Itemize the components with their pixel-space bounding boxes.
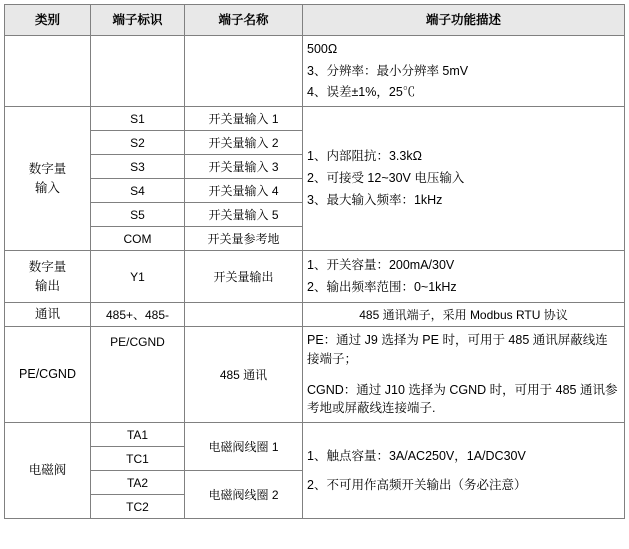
cell-terminal-name: 电磁阀线圈 2 [185,471,303,519]
table-row [5,423,625,447]
cell-category-solenoid: 电磁阀 [5,423,91,519]
cell-category-empty [5,36,91,107]
cell-terminal-id: TA1 [91,423,185,447]
desc-line: 3、最大输入频率：1kHz [307,192,443,207]
desc-line: 4、误差±1%，25℃ [307,85,416,100]
cell-terminal-name: 开关量参考地 [185,227,303,251]
cell-terminal-id: TC2 [91,495,185,519]
cell-terminal-name: 开关量输入 1 [185,107,303,131]
cell-terminal-name: 电磁阀线圈 1 [185,423,303,471]
category-line-2: 输出 [34,278,60,293]
cell-terminal-id: TC1 [91,447,185,471]
cell-terminal-id: Y1 [91,251,185,303]
cell-category-communication: 通讯 [5,303,91,327]
cell-description-communication: 485 通讯端子，采用 Modbus RTU 协议 [303,303,625,327]
cell-terminal-name-empty [185,303,303,327]
desc-line: 2、输出频率范围：0~1kHz [307,280,457,294]
cell-category-digital-input [5,107,91,251]
header-terminal-name: 端子名称 [185,5,303,36]
spec-sheet [0,4,629,549]
header-terminal-id: 端子标识 [91,5,185,36]
cell-terminal-id: S1 [91,107,185,131]
table-row [5,251,625,303]
header-category: 类别 [5,5,91,36]
table-row [5,107,625,131]
category-line-2: 输入 [34,180,60,195]
cell-category-pe-cgnd: PE/CGND [5,327,91,423]
cell-terminal-id: S4 [91,179,185,203]
cell-terminal-id-empty [91,36,185,107]
cell-terminal-id: TA2 [91,471,185,495]
table-header-row [5,5,625,36]
cell-terminal-name: 开关量输入 5 [185,203,303,227]
cell-description-continued [303,36,625,107]
cell-terminal-name-empty [185,36,303,107]
cell-description-digital-output [303,251,625,303]
cell-description-digital-input [303,107,625,251]
desc-line: 3、分辨率：最小分辨率 5mV [307,63,469,78]
desc-line: 2、可接受 12~30V 电压输入 [307,171,465,186]
desc-line: 1、内部阻抗：3.3kΩ [307,149,422,164]
cell-terminal-id: S5 [91,203,185,227]
desc-line: 500Ω [307,41,338,56]
desc-line: CGND：通过 J10 选择为 CGND 时，可用于 485 通讯参考地或屏蔽线连接端子. [307,382,618,416]
desc-line: PE：通过 J9 选择为 PE 时，可用于 485 通讯屏蔽线连接端子； [307,333,608,366]
cell-description-pe-cgnd [303,327,625,423]
cell-terminal-id: PE/CGND [91,327,185,423]
table-row [5,327,625,423]
cell-terminal-name: 开关量输入 4 [185,179,303,203]
cell-terminal-name: 485 通讯 [185,327,303,423]
terminal-spec-table [4,4,625,519]
cell-terminal-name: 开关量输入 2 [185,131,303,155]
table-row [5,303,625,327]
cell-category-digital-output [5,251,91,303]
cell-description-solenoid [303,423,625,519]
cell-terminal-id: 485+、485- [91,303,185,327]
desc-line: 1、开关容量：200mA/30V [307,258,455,273]
cell-terminal-id: S2 [91,131,185,155]
cell-terminal-name: 开关量输入 3 [185,155,303,179]
cell-terminal-id: COM [91,227,185,251]
desc-line: 2、不可用作高频开关输出（务必注意） [307,477,527,492]
category-line-1: 数字量 [28,259,67,274]
cell-terminal-id: S3 [91,155,185,179]
table-row [5,36,625,107]
cell-terminal-name: 开关量输出 [185,251,303,303]
header-terminal-description: 端子功能描述 [303,5,625,36]
desc-line: 1、触点容量：3A/AC250V，1A/DC30V [307,448,526,463]
category-line-1: 数字量 [28,161,67,176]
